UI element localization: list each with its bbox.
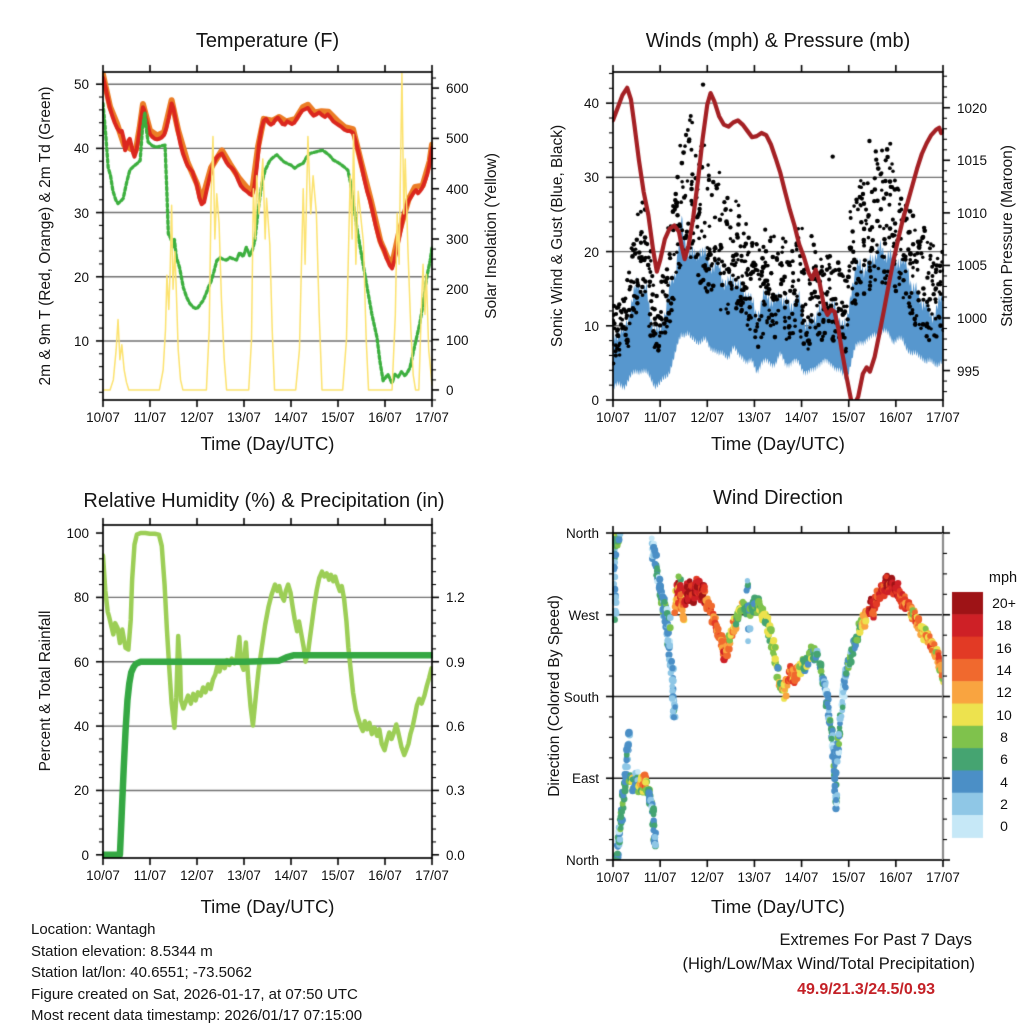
tick-label: 13/07 xyxy=(737,870,772,885)
tick-label: 0 xyxy=(591,393,599,408)
tick-label: 12/07 xyxy=(690,870,725,885)
colorbar-label: 12 xyxy=(996,684,1012,701)
tick-label: 17/07 xyxy=(415,410,449,425)
tick-label: 12/07 xyxy=(690,410,725,425)
tick-label: 15/07 xyxy=(321,868,355,883)
station-latlon: Station lat/lon: 40.6551; -73.5062 xyxy=(31,964,253,981)
y-axis-label-wind-left: Sonic Wind & Gust (Blue, Black) xyxy=(549,124,566,348)
tick-label: 15/07 xyxy=(321,410,355,425)
tick-label: 1005 xyxy=(957,258,988,274)
tick-label: 16/07 xyxy=(368,868,402,883)
tick-label: East xyxy=(571,771,599,787)
y-axis-label-humidity-left: Percent & Total Rainfall xyxy=(37,610,54,772)
tick-label: 200 xyxy=(446,282,469,298)
colorbar-label: 0 xyxy=(1000,818,1008,835)
x-axis-label-temperature: Time (Day/UTC) xyxy=(200,433,335,454)
tick-label: 12/07 xyxy=(180,868,214,883)
tick-label: 14/07 xyxy=(784,870,819,885)
tick-label: 0.6 xyxy=(446,719,465,735)
chart-title-temperature: Temperature (F) xyxy=(195,30,340,52)
tick-label: 1.2 xyxy=(446,590,465,606)
tick-label: 300 xyxy=(446,232,469,248)
tick-label: 13/07 xyxy=(227,868,261,883)
colorbar-label: 14 xyxy=(996,662,1012,679)
tick-label: 1000 xyxy=(957,311,988,326)
y-axis-label-direction-left: Direction (Colored By Speed) xyxy=(546,595,563,797)
colorbar-title: mph xyxy=(988,570,1018,586)
tick-label: 1015 xyxy=(957,153,988,169)
tick-label: 10 xyxy=(583,318,599,334)
y-axis-label-temperature-left: 2m & 9m T (Red, Orange) & 2m Td (Green) xyxy=(37,86,54,386)
tick-label: 0 xyxy=(446,382,454,398)
tick-label: 1010 xyxy=(957,205,988,221)
tick-label: 60 xyxy=(73,654,89,670)
tick-label: 80 xyxy=(73,590,89,606)
tick-label: South xyxy=(563,689,599,705)
tick-label: 40 xyxy=(73,719,89,735)
colorbar-label: 2 xyxy=(1000,795,1008,812)
tick-label: 16/07 xyxy=(368,410,402,425)
tick-label: 40 xyxy=(73,141,89,157)
tick-label: 10 xyxy=(73,333,89,349)
tick-label: 13/07 xyxy=(737,410,772,425)
tick-label: 14/07 xyxy=(274,410,308,425)
tick-label: 100 xyxy=(446,332,469,348)
tick-label: 1020 xyxy=(957,100,988,116)
tick-label: 15/07 xyxy=(831,870,866,885)
extremes-values: 49.9/21.3/24.5/0.93 xyxy=(797,981,935,998)
station-info-block xyxy=(31,919,362,1024)
colorbar-label: 16 xyxy=(996,639,1012,656)
tick-label: 20 xyxy=(583,244,599,260)
tick-label: North xyxy=(565,526,599,541)
colorbar-label: 4 xyxy=(1000,773,1008,790)
station-location: Location: Wantagh xyxy=(31,921,156,938)
tick-label: 500 xyxy=(446,131,469,147)
x-axis-label-winds: Time (Day/UTC) xyxy=(711,433,845,454)
tick-label: 15/07 xyxy=(831,410,866,425)
figure-created: Figure created on Sat, 2026-01-17, at 07:50 UTC xyxy=(31,985,358,1003)
tick-label: West xyxy=(568,607,599,623)
extremes-heading: Extremes For Past 7 Days xyxy=(779,931,972,949)
x-axis-label-humidity: Time (Day/UTC) xyxy=(200,896,335,917)
x-axis-label-direction: Time (Day/UTC) xyxy=(711,896,845,917)
tick-label: 0 xyxy=(81,847,89,863)
tick-label: 17/07 xyxy=(926,410,960,425)
tick-label: 16/07 xyxy=(878,870,913,885)
tick-label: 17/07 xyxy=(926,870,960,885)
tick-label: 11/07 xyxy=(643,410,677,425)
station-elevation: Station elevation: 8.5344 m xyxy=(31,942,213,960)
colorbar-label: 8 xyxy=(1000,728,1008,745)
tick-label: 17/07 xyxy=(415,868,449,883)
tick-label: 20 xyxy=(73,269,89,285)
tick-label: 30 xyxy=(73,205,89,221)
tick-label: 13/07 xyxy=(227,410,261,425)
tick-label: 14/07 xyxy=(274,868,308,883)
tick-label: North xyxy=(565,853,599,868)
colorbar-label: 20+ xyxy=(992,595,1016,612)
colorbar-label: 10 xyxy=(996,706,1012,723)
tick-label: 40 xyxy=(583,96,599,112)
tick-label: 30 xyxy=(583,170,599,186)
tick-label: 11/07 xyxy=(133,868,167,883)
tick-label: 16/07 xyxy=(878,410,913,425)
tick-label: 600 xyxy=(446,81,469,97)
tick-label: 0.9 xyxy=(446,654,465,670)
tick-label: 11/07 xyxy=(643,870,677,885)
tick-label: 10/07 xyxy=(86,868,120,883)
tick-label: 400 xyxy=(446,181,469,197)
tick-label: 20 xyxy=(73,783,89,799)
tick-label: 995 xyxy=(957,363,980,379)
recent-timestamp: Most recent data timestamp: 2026/01/17 07:15:00 xyxy=(31,1007,363,1024)
y-axis-label-solar-right: Solar Insolation (Yellow) xyxy=(483,153,500,319)
y-axis-label-pressure-right: Station Pressure (Maroon) xyxy=(999,145,1016,327)
tick-label: 12/07 xyxy=(180,410,214,425)
tick-label: 100 xyxy=(66,526,89,542)
tick-label: 50 xyxy=(73,77,89,93)
chart-title-wind-direction: Wind Direction xyxy=(712,487,844,509)
chart-title-humidity-precip: Relative Humidity (%) & Precipitation (in) xyxy=(83,490,445,512)
tick-label: 11/07 xyxy=(133,410,167,425)
tick-label: 10/07 xyxy=(86,410,120,425)
colorbar-label: 6 xyxy=(1000,751,1008,768)
tick-label: 0.0 xyxy=(446,847,465,863)
chart-title-winds-pressure: Winds (mph) & Pressure (mb) xyxy=(645,30,911,52)
tick-label: 14/07 xyxy=(784,410,819,425)
tick-label: 0.3 xyxy=(446,783,465,799)
tick-label: 10/07 xyxy=(596,870,630,885)
extremes-subheading: (High/Low/Max Wind/Total Precipitation) xyxy=(682,955,975,973)
colorbar-label: 18 xyxy=(996,617,1012,634)
tick-label: 10/07 xyxy=(596,410,630,425)
